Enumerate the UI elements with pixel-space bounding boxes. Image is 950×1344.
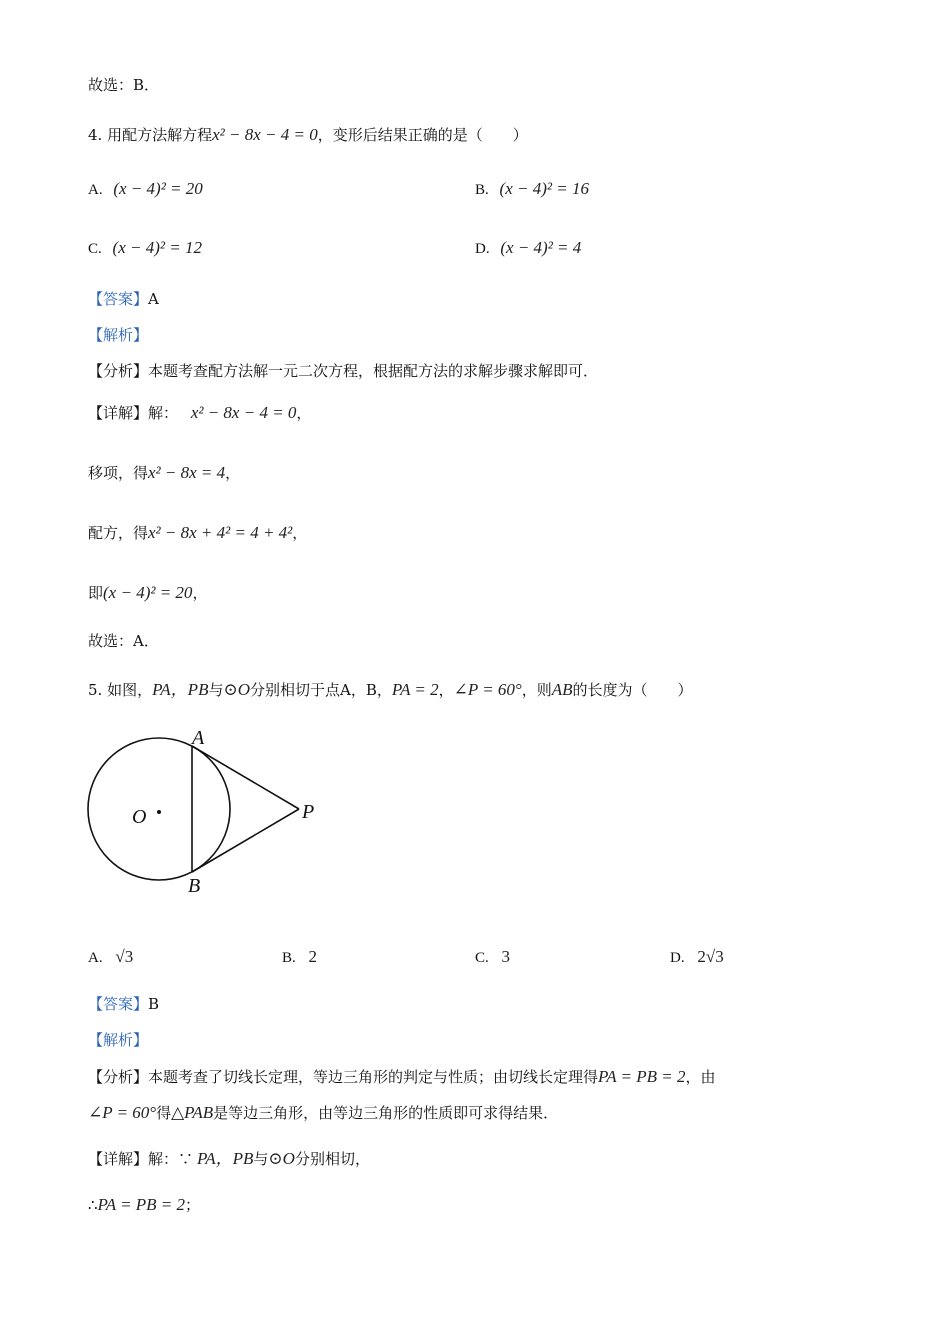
q5-option-expr: 2√3 <box>697 947 724 966</box>
q4-option-b <box>475 180 589 198</box>
tangent-figure <box>80 720 340 910</box>
q4-stem <box>88 126 528 143</box>
label-b: B <box>188 875 201 897</box>
q5-pa-pb: PA，PB <box>152 680 209 699</box>
q5-stem-d: ，则 <box>521 681 552 699</box>
q5-fenxi-1 <box>88 1068 716 1085</box>
fenxi-equation: △PAB <box>171 1103 214 1122</box>
q5-stem-b: 与 <box>208 681 224 699</box>
detail-label: 【详解】 <box>88 1150 149 1168</box>
q4-option-letter: D. <box>475 241 490 257</box>
q5-detail <box>88 1150 370 1167</box>
q4-answer <box>88 292 159 307</box>
detail-prefix: 解：∵ <box>148 1150 194 1168</box>
q4-option-expr: (x − 4)² = 20 <box>113 179 203 198</box>
answer-value: A <box>148 290 159 308</box>
step-equation: (x − 4)² = 20 <box>103 583 193 602</box>
fenxi-text: ，由 <box>685 1068 716 1086</box>
fenxi-text: 本题考查了切线长定理，等边三角形的判定与性质；由切线长定理得 <box>148 1068 599 1086</box>
therefore-tail: ； <box>185 1196 201 1214</box>
q4-analysis-label <box>88 328 148 343</box>
q5-option-d <box>670 948 724 966</box>
step-tail: ， <box>292 524 308 542</box>
step-tail: ， <box>192 584 208 602</box>
q5-option-letter: D. <box>670 950 685 966</box>
q4-option-letter: A. <box>88 182 103 198</box>
q5-comma: ， <box>438 681 454 699</box>
fenxi-text: 是等边三角形，由等边三角形的性质即可求得结果． <box>213 1104 559 1122</box>
step-prefix: 配方，得 <box>88 524 149 542</box>
fenxi-equation: ∠P = 60° <box>88 1103 157 1122</box>
analysis-label: 【解析】 <box>88 1031 149 1049</box>
q5-option-expr: √3 <box>115 947 134 966</box>
answer-label: 【答案】 <box>88 995 149 1013</box>
q5-analysis-label <box>88 1033 148 1048</box>
q5-option-letter: A. <box>88 950 103 966</box>
q5-angle-eq: ∠P = 60° <box>453 680 522 699</box>
q5-circle-o: ⊙O <box>223 680 251 699</box>
q5-option-letter: B. <box>282 950 296 966</box>
q4-option-d <box>475 239 581 257</box>
q5-therefore <box>88 1196 200 1213</box>
fenxi-equation: PA = PB = 2 <box>598 1067 686 1086</box>
q5-option-expr: 2 <box>308 947 318 966</box>
step-tail: ， <box>225 464 241 482</box>
q5-number: 5. <box>88 681 103 699</box>
tangent-pa <box>192 746 299 809</box>
q5-ab: AB <box>551 680 573 699</box>
q4-option-letter: C. <box>88 241 102 257</box>
q4-detail <box>88 404 311 421</box>
prev-conclusion: 故选：B． <box>88 76 160 94</box>
label-a: A <box>192 727 205 749</box>
label-p: P <box>302 801 315 823</box>
answer-label: 【答案】 <box>88 290 149 308</box>
step-prefix: 即 <box>88 584 104 602</box>
q4-option-a <box>88 180 203 198</box>
q5-stem-e: 的长度为（ ） <box>572 681 693 699</box>
step-equation: x² − 8x + 4² = 4 + 4² <box>148 523 293 542</box>
detail-tail: ， <box>296 404 312 422</box>
q4-step-2 <box>88 524 307 541</box>
detail-circle: ⊙O <box>268 1149 295 1168</box>
fenxi-label: 【分析】 <box>88 362 149 380</box>
q4-stem-tail: ，变形后结果正确的是（ ） <box>317 126 528 144</box>
detail-pa-pb: PA，PB <box>197 1149 254 1168</box>
q4-step-1 <box>88 464 240 481</box>
detail-label: 【详解】 <box>88 404 149 422</box>
center-point <box>157 810 161 814</box>
detail-equation: x² − 8x − 4 = 0 <box>190 403 297 422</box>
q5-option-a <box>88 948 133 966</box>
tangent-pb <box>192 809 299 872</box>
fenxi-label: 【分析】 <box>88 1068 149 1086</box>
q5-option-letter: C. <box>475 950 489 966</box>
detail-tail: 分别相切， <box>294 1150 370 1168</box>
q5-stem-c: 分别相切于点A，B， <box>250 681 392 699</box>
q5-stem-a: 如图， <box>107 681 153 699</box>
q4-step-3 <box>88 584 207 601</box>
answer-value: B <box>148 995 160 1013</box>
q5-option-expr: 3 <box>501 947 511 966</box>
q4-stem-text: 用配方法解方程 <box>107 126 213 144</box>
q4-conclusion: 故选：A． <box>88 632 159 650</box>
q5-option-c <box>475 948 510 966</box>
step-prefix: 移项，得 <box>88 464 149 482</box>
q4-option-expr: (x − 4)² = 12 <box>112 238 202 257</box>
circle-o <box>88 738 230 880</box>
q4-equation: x² − 8x − 4 = 0 <box>212 125 318 144</box>
q5-pa-eq: PA = 2 <box>391 680 439 699</box>
q5-option-b <box>282 948 317 966</box>
q5-stem <box>88 681 693 698</box>
q4-option-c <box>88 239 202 257</box>
q5-answer <box>88 997 159 1012</box>
detail-prefix: 解： <box>148 404 179 422</box>
q4-option-letter: B. <box>475 182 489 198</box>
q4-option-expr: (x − 4)² = 16 <box>499 179 589 198</box>
detail-with: 与 <box>253 1150 269 1168</box>
step-equation: x² − 8x = 4 <box>148 463 226 482</box>
therefore-equation: PA = PB = 2 <box>97 1195 186 1214</box>
q4-fenxi <box>88 364 598 379</box>
q4-option-expr: (x − 4)² = 4 <box>500 238 582 257</box>
q4-number: 4. <box>88 126 103 144</box>
therefore-symbol: ∴ <box>88 1196 98 1214</box>
q5-fenxi-2 <box>88 1104 558 1121</box>
fenxi-text: 得 <box>156 1104 172 1122</box>
label-o: O <box>132 806 147 828</box>
analysis-label: 【解析】 <box>88 326 149 344</box>
fenxi-text: 本题考查配方法解一元二次方程，根据配方法的求解步骤求解即可． <box>148 362 599 380</box>
